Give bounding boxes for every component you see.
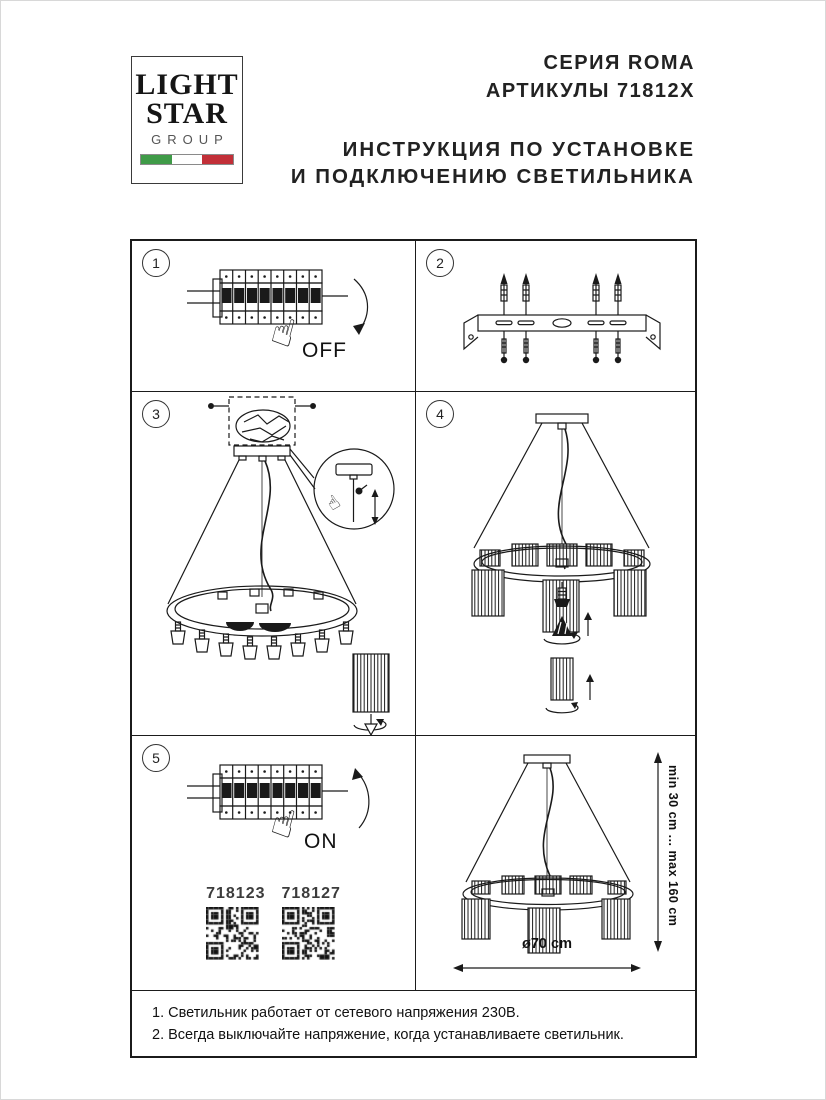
dimensions-panel: [416, 736, 695, 991]
height-range-label: min 30 cm ... max 160 cm: [666, 765, 680, 927]
on-label: ON: [304, 830, 338, 853]
logo-word-group: GROUP: [151, 132, 229, 147]
product-item: [206, 885, 265, 990]
canopy-mounting-illustration: [132, 392, 416, 736]
logo-word-light: LIGHT: [135, 68, 239, 101]
lightstar-logo: [131, 56, 243, 184]
pointing-hand-icon: ☝: [266, 798, 301, 848]
step-5-number: 5: [142, 744, 170, 772]
circuit-breaker-on-illustration: [132, 736, 416, 878]
logo-word-star: STAR: [146, 97, 228, 130]
step-4-panel: [416, 392, 695, 736]
flag-white-stripe: [172, 155, 203, 164]
step-3-number: 3: [142, 400, 170, 428]
qr-code: [206, 907, 259, 960]
note-line: 2. Всегда выключайте напряжение, когда устанавливаете светильник.: [152, 1027, 624, 1043]
pointing-hand-icon: ☝: [266, 307, 301, 357]
flag-red-stripe: [202, 155, 233, 164]
step-2-panel: [416, 241, 695, 392]
circuit-breaker-off-illustration: [132, 241, 416, 392]
step-3-panel: [132, 392, 416, 736]
series-title: СЕРИЯ ROMA: [543, 52, 695, 74]
article-number: 718123: [206, 885, 266, 902]
articles-title: АРТИКУЛЫ 71812X: [485, 80, 695, 102]
steps-grid: [130, 239, 697, 1058]
instruction-title: [291, 136, 695, 190]
chandelier-assembly-illustration: [416, 392, 695, 736]
pointing-hand-icon: ☝: [322, 490, 345, 516]
qr-code: [282, 907, 335, 960]
step-1-number: 1: [142, 249, 170, 277]
step-4-number: 4: [426, 400, 454, 428]
notes-list: [132, 991, 695, 1046]
step-2-number: 2: [426, 249, 454, 277]
notes-panel: [132, 991, 695, 1056]
italy-flag-icon: [140, 154, 234, 165]
step-1-panel: [132, 241, 416, 392]
product-item: [282, 885, 341, 990]
diameter-label: ø70 cm: [522, 936, 572, 952]
header-titles: [291, 49, 695, 190]
article-number: 718127: [281, 885, 341, 902]
step-5-panel: [132, 736, 416, 878]
flag-green-stripe: [141, 155, 172, 164]
instruction-line-1: ИНСТРУКЦИЯ ПО УСТАНОВКЕ: [342, 138, 695, 161]
chandelier-dimensions-illustration: [416, 736, 695, 991]
articles-panel: [132, 878, 416, 991]
instruction-line-2: И ПОДКЛЮЧЕНИЮ СВЕТИЛЬНИКА: [290, 165, 695, 188]
off-label: OFF: [302, 339, 347, 362]
note-line: 1. Светильник работает от сетевого напряжения 230В.: [152, 1005, 520, 1021]
product-list: [132, 878, 415, 990]
mounting-bracket-illustration: [416, 241, 695, 392]
